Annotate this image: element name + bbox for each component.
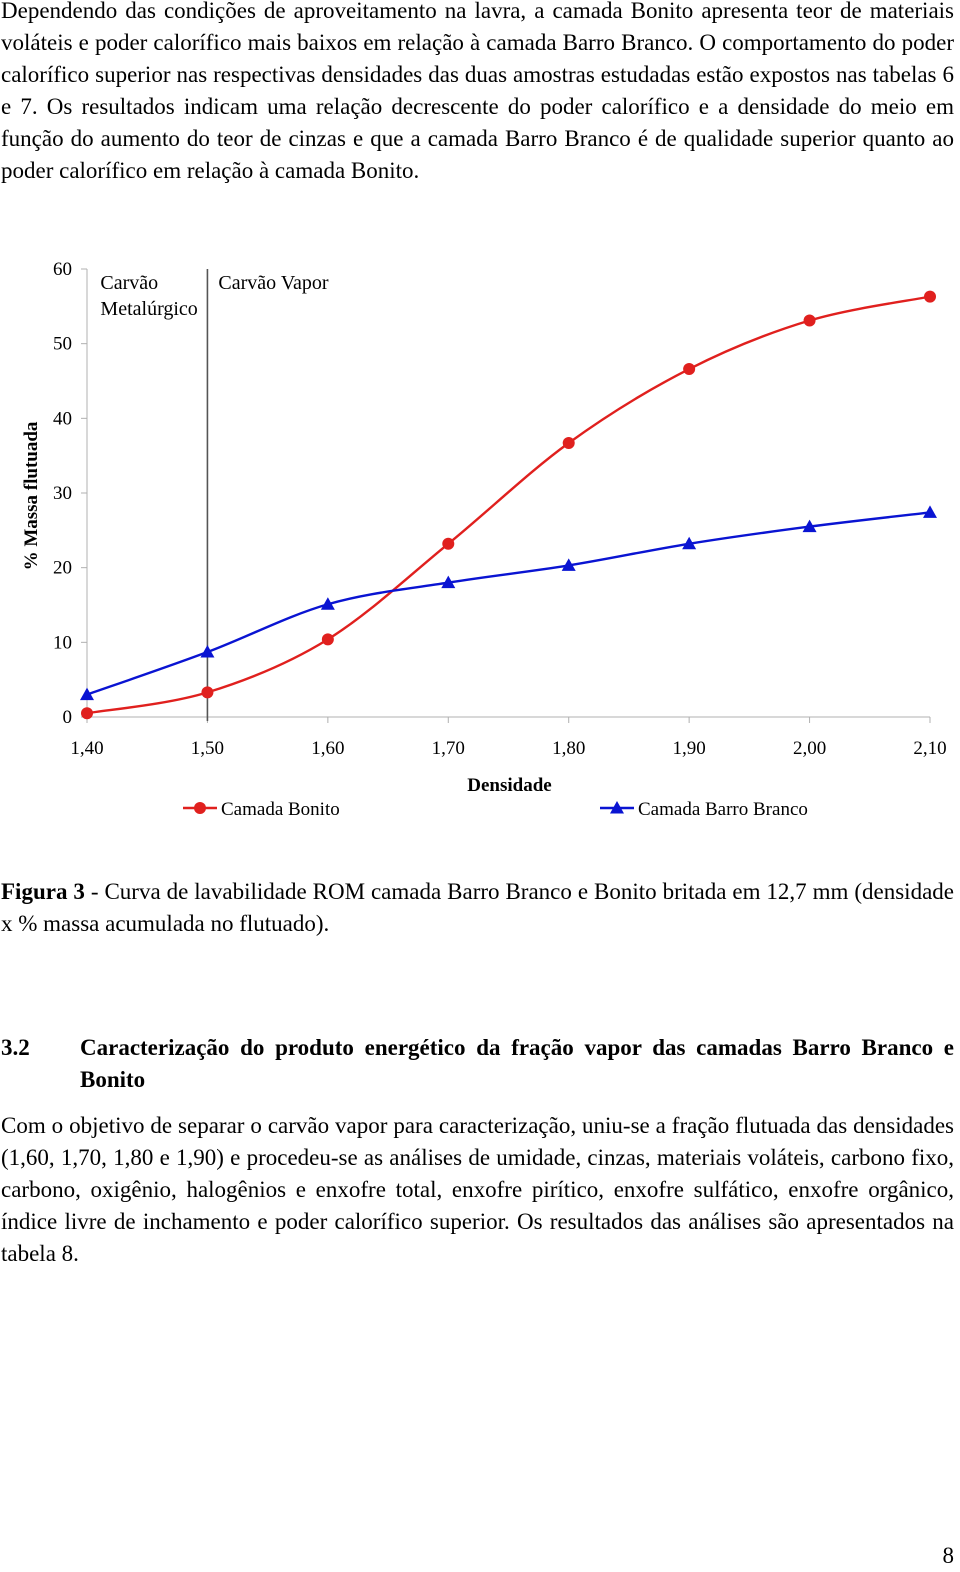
y-tick-label: 40 [53,408,72,430]
data-point-bonito [924,291,936,303]
annotation-metallurgical-coal: Metalúrgico [100,298,198,320]
data-point-bonito [201,686,213,698]
y-axis-title: % Massa flutuada [21,421,42,571]
y-tick-label: 20 [53,557,72,579]
body-paragraph: Com o objetivo de separar o carvão vapor para caracterização, uniu-se a fração flutuada das densidades (1,60, 1,70, 1,80 e 1,90) e procedeu-se as análises de umidade, cinzas, materiais voláteis, carbono fixo, carbono, oxigênio, halogênios e enxofre total, enxofre pirítico, enxofre sulfático, enxofre orgânico, índice livre de inchamento e poder calorífico superior. Os resultados das análises são apresentados na tabela 8. [1,1113,954,1266]
x-tick-label: 2,10 [913,738,947,759]
data-point-bonito [563,437,575,449]
figure-caption [1,876,954,940]
x-tick-label: 1,70 [431,738,465,759]
section-number: 3.2 [1,1035,30,1060]
data-point-bonito [804,315,816,327]
y-tick-label: 0 [62,707,72,728]
x-axis-title: Densidade [467,775,552,796]
washability-chart [0,236,960,836]
data-point-barro-branco [923,505,937,518]
x-tick-label: 1,80 [552,738,586,759]
data-point-bonito [683,363,695,375]
y-tick-label: 60 [53,259,72,280]
x-tick-label: 2,00 [792,738,827,759]
x-tick-label: 1,50 [190,738,225,759]
series-barro-branco [80,505,937,700]
data-point-bonito [81,707,93,719]
data-point-bonito [442,538,454,550]
figure-caption-text: - Curva de lavabilidade ROM camada Barro Branco e Bonito britada em 12,7 mm (densidade x % massa acumulada no flutuado). [1,879,954,936]
legend-marker-bonito [194,802,206,814]
page-number: 8 [942,1543,954,1568]
legend-item-barro-branco [600,799,808,820]
section-title: Caracterização do produto energético da fração vapor das camadas Barro Branco e Bonito [80,1035,954,1092]
y-tick-label: 10 [53,632,72,654]
figure-caption-label: Figura 3 [1,879,85,904]
y-tick-label: 30 [53,483,72,504]
x-tick-label: 1,40 [70,738,104,759]
x-tick-label: 1,60 [311,738,345,759]
data-point-bonito [322,633,334,645]
annotation-steam-coal: Carvão Vapor [218,272,329,294]
legend-label-barro-branco: Camada Barro Branco [638,799,808,820]
x-tick-label: 1,90 [672,738,706,759]
y-tick-label: 50 [53,333,72,355]
series-line-barro-branco [87,512,930,694]
washability-figure [0,236,960,836]
legend-item-bonito [183,799,340,820]
section-heading [1,1032,954,1096]
intro-paragraph: Dependendo das condições de aproveitamento na lavra, a camada Bonito apresenta teor de materiais voláteis e poder calorífico mais baixos em relação à camada Barro Branco. O comportamento do poder calorífico superior nas respectivas densidades das duas amostras estudadas estão expostos nas tabelas 6 e 7. Os resultados indicam uma relação decrescente do poder calorífico e a densidade do meio em função do aumento do teor de cinzas e que a camada Barro Branco é de qualidade superior quanto ao poder calorífico em relação à camada Bonito. [1,0,954,183]
legend-label-bonito: Camada Bonito [221,799,340,820]
annotation-metallurgical-coal: Carvão [100,272,159,294]
